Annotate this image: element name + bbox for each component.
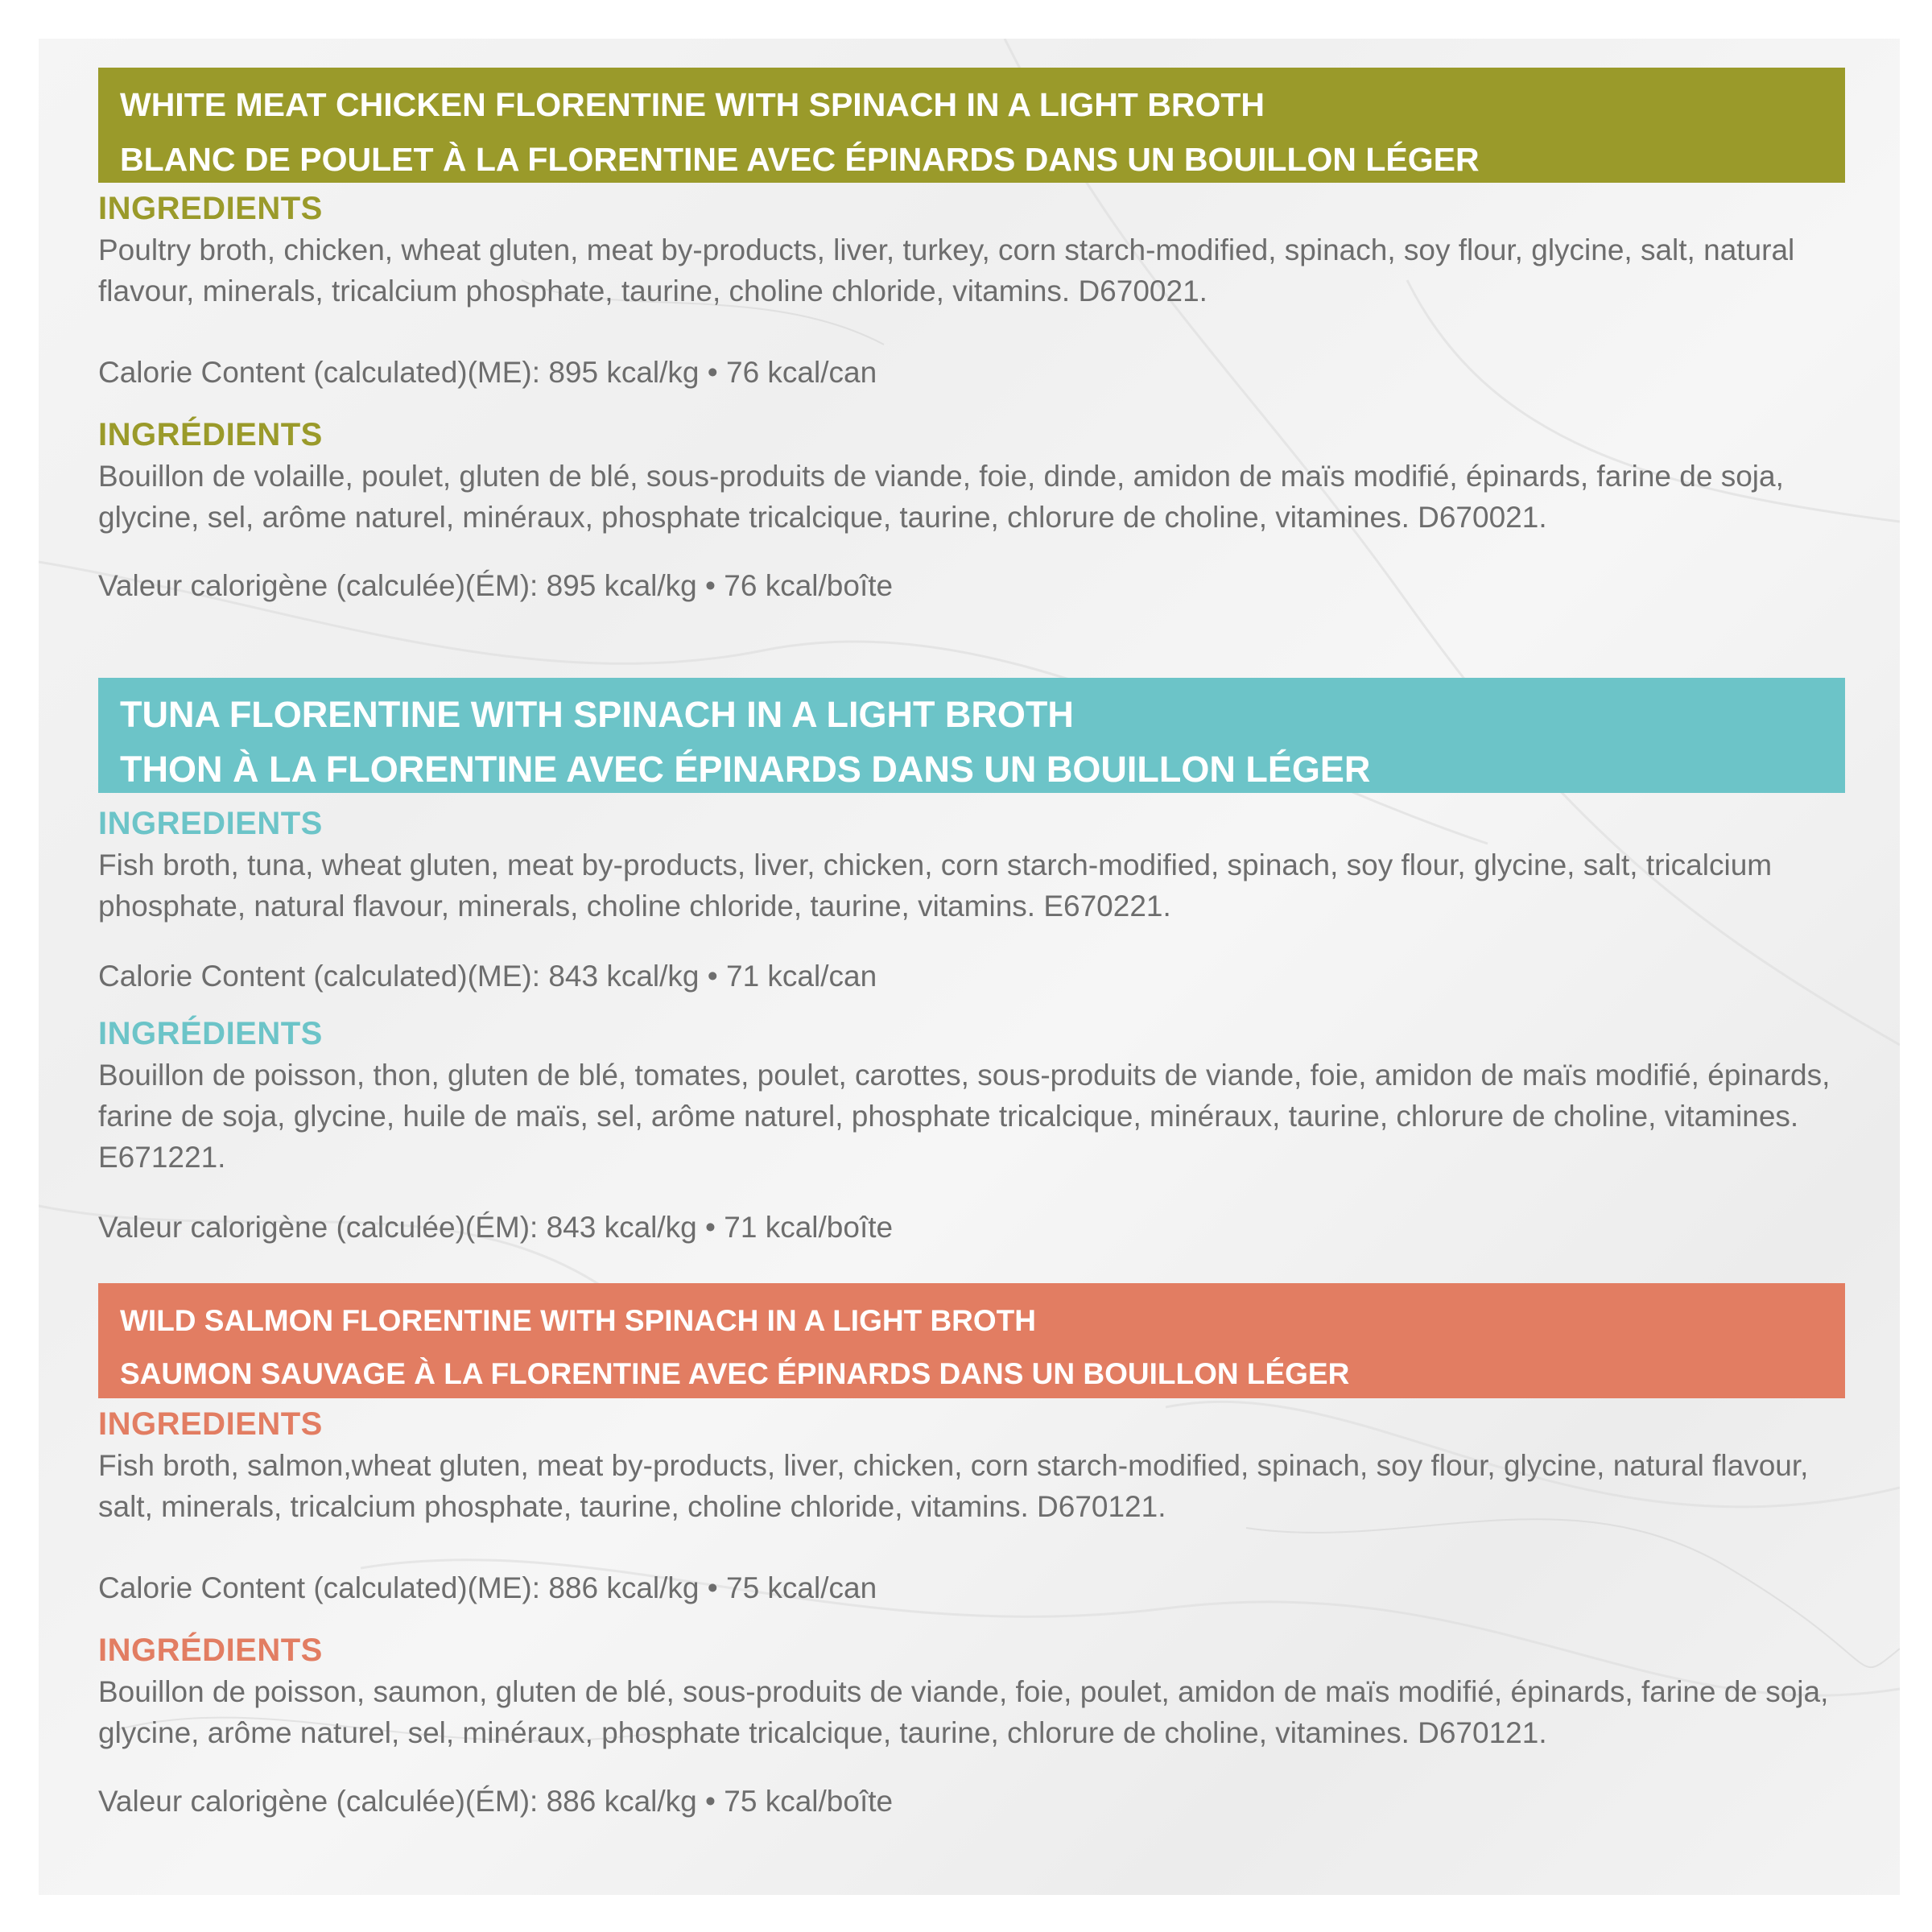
product-section-salmon xyxy=(98,1283,1845,1822)
ingredients-heading-fr: INGRÉDIENTS xyxy=(98,1633,323,1668)
product-title-en: WHITE MEAT CHICKEN FLORENTINE WITH SPINACH IN A LIGHT BROTH xyxy=(120,86,1265,123)
ingredients-heading-en: INGREDIENTS xyxy=(98,1406,323,1442)
product-title-banner xyxy=(98,68,1845,183)
ingredients-heading-fr: INGRÉDIENTS xyxy=(98,1016,323,1051)
ingredients-text-fr: Bouillon de poisson, saumon, gluten de blé, sous-produits de viande, foie, poulet, amidon de maïs modifié, épinards, farine de soja, glycine, arôme naturel, sel, minéraux, phosphate tricalcique, taurine, chlorure de choline, vitamines. D670121. xyxy=(98,1675,1829,1749)
ingredients-heading-en: INGREDIENTS xyxy=(98,191,323,226)
product-title-banner xyxy=(98,1283,1845,1398)
ingredients-text-en: Fish broth, salmon,wheat gluten, meat by-products, liver, chicken, corn starch-modified, spinach, soy flour, glycine, natural flavour, salt, minerals, tricalcium phosphate, taurine, choline chloride, vitamins. D670121. xyxy=(98,1449,1809,1523)
ingredients-text-en: Poultry broth, chicken, wheat gluten, meat by-products, liver, turkey, corn starch-modified, spinach, soy flour, glycine, salt, natural flavour, minerals, tricalcium phosphate, taurine, choline chloride, vitamins. D670021. xyxy=(98,233,1795,308)
product-title-fr: THON À LA FLORENTINE AVEC ÉPINARDS DANS UN BOUILLON LÉGER xyxy=(120,749,1371,790)
ingredients-text-fr: Bouillon de volaille, poulet, gluten de blé, sous-produits de viande, foie, dinde, amidon de maïs modifié, épinards, farine de soja, glycine, sel, arôme naturel, minéraux, phosphate tricalcique, taurine, chlorure de choline, vitamines. D670021. xyxy=(98,460,1784,534)
calorie-content-en: Calorie Content (calculated)(ME): 886 kcal/kg • 75 kcal/can xyxy=(98,1571,877,1604)
marble-background-panel xyxy=(39,39,1900,1895)
ingredients-text-fr: Bouillon de poisson, thon, gluten de blé, tomates, poulet, carottes, sous-produits de viande, foie, amidon de maïs modifié, épinards, farine de soja, glycine, huile de maïs, sel, arôme naturel, phosphate tricalcique, minéraux, taurine, chlorure de choline, vitamines. E671221. xyxy=(98,1059,1831,1174)
calorie-content-fr: Valeur calorigène (calculée)(ÉM): 886 kcal/kg • 75 kcal/boîte xyxy=(98,1785,894,1818)
calorie-content-en: Calorie Content (calculated)(ME): 843 kcal/kg • 71 kcal/can xyxy=(98,960,877,993)
calorie-content-fr: Valeur calorigène (calculée)(ÉM): 843 kcal/kg • 71 kcal/boîte xyxy=(98,1211,894,1244)
calorie-content-en: Calorie Content (calculated)(ME): 895 kcal/kg • 76 kcal/can xyxy=(98,356,877,389)
product-title-fr: SAUMON SAUVAGE À LA FLORENTINE AVEC ÉPINARDS DANS UN BOUILLON LÉGER xyxy=(120,1357,1350,1390)
calorie-content-fr: Valeur calorigène (calculée)(ÉM): 895 kcal/kg • 76 kcal/boîte xyxy=(98,569,894,602)
product-title-banner xyxy=(98,678,1845,793)
ingredients-heading-fr: INGRÉDIENTS xyxy=(98,417,323,452)
ingredients-text-en: Fish broth, tuna, wheat gluten, meat by-products, liver, chicken, corn starch-modified, spinach, soy flour, glycine, salt, tricalcium phosphate, natural flavour, minerals, choline chloride, taurine, vitamins. E670221. xyxy=(98,848,1773,923)
product-title-en: TUNA FLORENTINE WITH SPINACH IN A LIGHT BROTH xyxy=(120,694,1074,735)
product-title-fr: BLANC DE POULET À LA FLORENTINE AVEC ÉPINARDS DANS UN BOUILLON LÉGER xyxy=(120,141,1480,178)
product-section-chicken xyxy=(98,68,1845,606)
product-title-en: WILD SALMON FLORENTINE WITH SPINACH IN A LIGHT BROTH xyxy=(120,1304,1037,1337)
ingredients-heading-en: INGREDIENTS xyxy=(98,806,323,841)
product-section-tuna xyxy=(98,678,1845,1248)
